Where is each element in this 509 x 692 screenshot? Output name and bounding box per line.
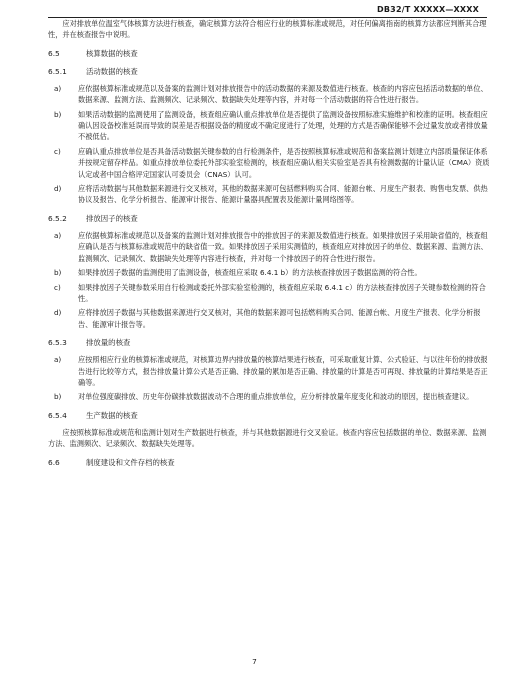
section-6-5-2-heading — [48, 213, 490, 224]
list-item-text: 应依据核算标准或规范以及备案的监测计划对排放报告中的排放因子的来源及数值进行核查。如果排放因子采用缺省值的，核查组应确认是否与核算标准或规范中的缺省值一致。如果排放因子采用实测值的，核查组应对排放因子的单位、数据来源、监测方法、监测频次、记录频次、数据缺失处理等内容进行核查，并对每一个排放因子的符合性进行报告。 — [78, 230, 488, 263]
section-6-5-3-heading — [48, 337, 490, 348]
list-item-text: 应确认重点排放单位是否具备活动数据关键参数的自行检测条件，是否按照核算标准或规范和备案监测计划建立内部质量保证体系并按规定留存样品。如重点排放单位委托外部实验室检测的，核查组应确认相关实验室是否具有检测数据的计量认证（CMA）资质认定或者中国合格评定国家认可委员会（CNAS）认可。 — [78, 146, 490, 179]
list-item — [48, 146, 490, 180]
page-number: 7 — [252, 657, 257, 666]
list-item-label: d) — [54, 184, 62, 194]
section-6-5-4-heading — [48, 410, 490, 421]
list-item-text: 应将排放因子数据与其他数据来源进行交叉核对，其他的数据来源可包括燃料购买合同、能源台帐、月度生产报表、化学分析报告、能源审计报告等。 — [78, 308, 481, 329]
list-item — [48, 230, 490, 264]
section-title: 制度建设和文件存档的核查 — [86, 457, 175, 467]
list-item — [48, 109, 490, 143]
list-item-label: b) — [54, 392, 62, 402]
section-number: 6.5.3 — [48, 338, 67, 348]
list-item-text: 应依据核算标准或规范以及备案的监测计划对排放报告中的活动数据的来源及数值进行核查。核查的内容应包括活动数据的单位、数据来源、监测方法、监测频次、记录频次、数据缺失处理等内容，并对每一个活动数据的符合性进行报告。 — [78, 83, 488, 105]
section-number: 6.5.1 — [48, 66, 67, 76]
page-body — [48, 18, 490, 474]
list-item — [48, 83, 490, 106]
list-item-label: b) — [54, 109, 62, 119]
document-code: DB32/T XXXXX—XXXX — [377, 5, 479, 14]
section-title: 核算数据的核查 — [86, 48, 138, 58]
list-item-label: a) — [54, 230, 62, 240]
list-item — [48, 282, 490, 305]
intro-paragraph: 应对排放单位温室气体核算方法进行核查，确定核算方法符合相应行业的核算标准或规范，对任何偏离指南的核算方法都应判断其合理性，并在核查报告中说明。 — [48, 19, 487, 40]
section-number: 6.5 — [48, 48, 60, 58]
section-title: 活动数据的核查 — [86, 66, 138, 76]
list-item — [48, 391, 490, 402]
list-item-text: 如果活动数据的监测使用了监测设备，核查组应确认重点排放单位是否提供了监测设备按照标准实施维护和校准的证明。核查组应确认因设备校准延误而导致的误差是否根据设备的精度或不确定度进行了处理，处理的方式是否确保能够不会过量发放或者排放量不被低估。 — [78, 109, 488, 142]
section-6-5-1-heading — [48, 66, 490, 77]
section-number: 6.5.4 — [48, 410, 67, 420]
section-6-6-heading — [48, 457, 490, 468]
section-title: 生产数据的核查 — [86, 410, 138, 420]
list-item-label: c) — [54, 282, 61, 292]
section-number: 6.5.2 — [48, 213, 67, 223]
section-number: 6.6 — [48, 457, 60, 467]
list-item-label: a) — [54, 355, 62, 365]
list-item — [48, 307, 490, 330]
section-paragraph: 应按照核算标准或规范和监测计划对生产数据进行核查，并与其他数据源进行交叉验证。核查内容应包括数据的单位、数据来源、监测方法、监测频次、记录频次、数据缺失处理等。 — [48, 427, 487, 449]
list-item-text: 如果排放因子关键参数采用自行检测或委托外部实验室检测的，核查组应采取 6.4.1 c）的方法核查排放因子关键参数检测的符合性。 — [78, 282, 486, 303]
list-item-label: d) — [54, 308, 62, 318]
list-item-label: b) — [54, 268, 62, 278]
list-item-text: 应按照相应行业的核算标准或规范，对核算边界内排放量的核算结果进行核查，可采取重复计算、公式验证、与以往年份的排放报告进行比较等方式，报告排放量计算公式是否正确、排放量的累加是否正确、排放量的计算是否可再现、排放量的计算结果是否正确等。 — [78, 355, 488, 387]
section-title: 排放因子的核查 — [86, 213, 138, 223]
list-item-text: 应将活动数据与其他数据来源进行交叉核对，其他的数据来源可包括燃料购买合同、能源台帐、月度生产报表、购售电发票、供热协议及报告、化学分析报告、能源审计报告、能源计量器具配置表及能源计量网络图等。 — [78, 184, 488, 205]
section-6-5-heading — [48, 48, 490, 59]
list-item-label: c) — [54, 146, 61, 156]
list-item — [48, 183, 490, 206]
list-item-label: a) — [54, 83, 62, 93]
list-item — [48, 354, 490, 388]
section-title: 排放量的核查 — [86, 338, 131, 348]
list-item-text: 如果排放因子数据的监测使用了监测设备，核查组应采取 6.4.1 b）的方法核查排放因子数据监测的符合性。 — [78, 268, 422, 278]
list-item — [48, 267, 490, 278]
list-item-text: 对单位强度碳排放、历史年份碳排放数据波动不合理的重点排放单位，应分析排放量年度变化和波动的原因，提出核查建议。 — [78, 392, 474, 402]
